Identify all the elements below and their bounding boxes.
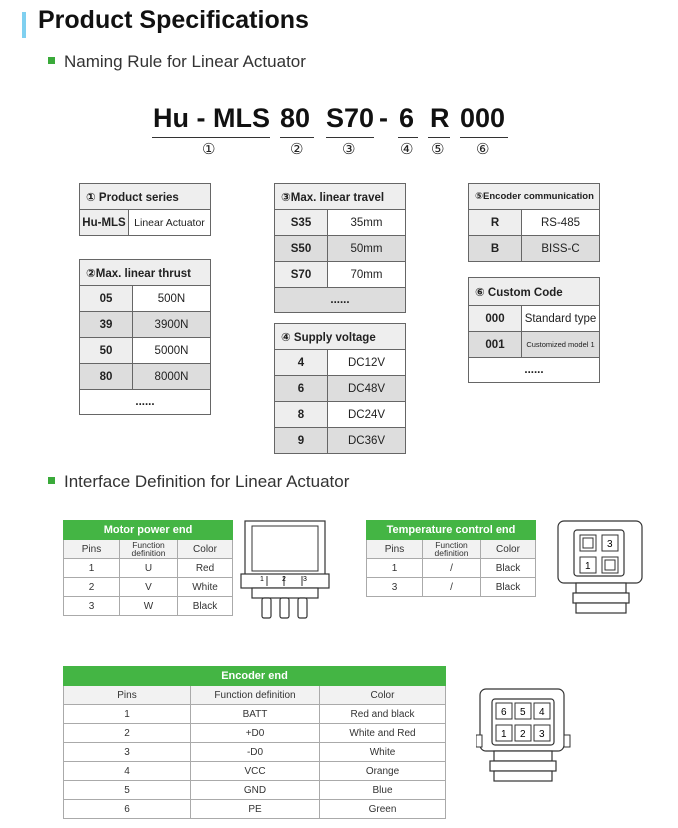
marker-4: ④ [400, 141, 414, 158]
thrust-value: 5000N [133, 338, 211, 364]
travel-more: ...... [275, 288, 406, 313]
max-thrust-table [79, 259, 211, 415]
custom-code-key: 001 [469, 332, 522, 358]
motor-pin-label: 2 [282, 576, 286, 583]
motor-function: U [120, 559, 178, 578]
motor-function: V [120, 578, 178, 597]
temp-pin: 3 [367, 578, 423, 597]
travel-key: S35 [275, 210, 328, 236]
encoder-pin: 1 [64, 705, 191, 724]
marker-5: ⑤ [431, 141, 445, 158]
model-code-part-thrust: 80 [280, 103, 311, 133]
max-travel-header: ③Max. linear travel [275, 184, 406, 210]
encoder-color: Orange [320, 762, 446, 781]
encoder-comm-table [468, 183, 600, 262]
motor-color: Red [178, 559, 233, 578]
motor-pin-label: 1 [260, 576, 264, 583]
temp-pin-label: 1 [585, 561, 591, 572]
encoder-pin-label: 5 [520, 707, 526, 718]
temp-col-color: Color [481, 540, 536, 559]
encoder-function: PE [191, 800, 320, 819]
travel-value: 50mm [328, 236, 406, 262]
bullet-square-icon [48, 477, 55, 484]
encoder-pin: 2 [64, 724, 191, 743]
interface-section-label: Interface Definition for Linear Actuator [64, 472, 350, 491]
motor-connector-icon [240, 518, 330, 620]
naming-section-label: Naming Rule for Linear Actuator [64, 52, 306, 71]
encoder-col-function: Function definition [191, 686, 320, 705]
temp-function: / [423, 578, 481, 597]
encoder-pin-label: 2 [520, 729, 526, 740]
travel-value: 35mm [328, 210, 406, 236]
product-series-key: Hu-MLS [80, 210, 129, 236]
underline-6 [460, 137, 508, 138]
travel-key: S50 [275, 236, 328, 262]
encoder-color: Red and black [320, 705, 446, 724]
encoder-color: White [320, 743, 446, 762]
motor-power-table [63, 520, 233, 616]
encoder-col-color: Color [320, 686, 446, 705]
supply-voltage-header: ④ Supply voltage [275, 324, 406, 350]
encoder-color: Blue [320, 781, 446, 800]
encoder-pin-label: 1 [501, 729, 507, 740]
encoder-color: White and Red [320, 724, 446, 743]
encoder-comm-value: RS-485 [522, 210, 600, 236]
title-accent-bar [22, 12, 26, 38]
underline-3 [326, 137, 374, 138]
custom-code-key: 000 [469, 306, 522, 332]
custom-code-header: ⑥ Custom Code [469, 278, 600, 306]
max-thrust-header: ②Max. linear thrust [80, 260, 211, 286]
encoder-table [63, 666, 446, 819]
thrust-key: 39 [80, 312, 133, 338]
voltage-value: DC36V [328, 428, 406, 454]
encoder-comm-key: B [469, 236, 522, 262]
underline-4 [398, 137, 418, 138]
encoder-function: BATT [191, 705, 320, 724]
marker-1: ① [202, 141, 216, 158]
encoder-pin: 5 [64, 781, 191, 800]
encoder-comm-key: R [469, 210, 522, 236]
motor-col-color: Color [178, 540, 233, 559]
custom-code-table [468, 277, 600, 383]
encoder-function: -D0 [191, 743, 320, 762]
thrust-key: 50 [80, 338, 133, 364]
product-series-table [79, 183, 211, 236]
voltage-value: DC12V [328, 350, 406, 376]
encoder-function: GND [191, 781, 320, 800]
temp-pin: 1 [367, 559, 423, 578]
motor-pin: 3 [64, 597, 120, 616]
temperature-connector-icon [556, 518, 646, 618]
encoder-pin-label: 3 [539, 729, 545, 740]
motor-power-title: Motor power end [64, 521, 233, 540]
product-series-value: Linear Actuator [129, 210, 211, 236]
travel-key: S70 [275, 262, 328, 288]
voltage-key: 6 [275, 376, 328, 402]
motor-function: W [120, 597, 178, 616]
thrust-value: 8000N [133, 364, 211, 390]
naming-section-heading [48, 52, 306, 72]
voltage-value: DC48V [328, 376, 406, 402]
travel-value: 70mm [328, 262, 406, 288]
bullet-square-icon [48, 57, 55, 64]
motor-pin: 1 [64, 559, 120, 578]
motor-color: White [178, 578, 233, 597]
thrust-value: 500N [133, 286, 211, 312]
encoder-pin-label: 4 [539, 707, 545, 718]
voltage-key: 4 [275, 350, 328, 376]
encoder-function: +D0 [191, 724, 320, 743]
underline-5 [428, 137, 450, 138]
marker-3: ③ [342, 141, 356, 158]
model-code-part-voltage: 6 [399, 103, 415, 133]
underline-1 [152, 137, 270, 138]
temperature-table [366, 520, 536, 597]
marker-2: ② [290, 141, 304, 158]
encoder-pin: 6 [64, 800, 191, 819]
model-code-dash: - [379, 103, 388, 133]
encoder-col-pins: Pins [64, 686, 191, 705]
temp-color: Black [481, 578, 536, 597]
voltage-value: DC24V [328, 402, 406, 428]
model-code-part-travel: S70 [326, 103, 375, 133]
encoder-color: Green [320, 800, 446, 819]
custom-code-more: ...... [469, 358, 600, 383]
motor-color: Black [178, 597, 233, 616]
encoder-pin-label: 6 [501, 707, 507, 718]
custom-code-value: Standard type [522, 306, 600, 332]
max-travel-table [274, 183, 406, 313]
motor-pin: 2 [64, 578, 120, 597]
model-code-part-series: Hu - MLS [153, 103, 270, 133]
temp-col-function: Function definition [423, 540, 481, 559]
encoder-pin: 3 [64, 743, 191, 762]
encoder-function: VCC [191, 762, 320, 781]
encoder-connector-icon [476, 687, 572, 787]
model-code-part-encoder: R [430, 103, 450, 133]
product-series-header: ① Product series [80, 184, 211, 210]
temperature-title: Temperature control end [367, 521, 536, 540]
temp-color: Black [481, 559, 536, 578]
thrust-value: 3900N [133, 312, 211, 338]
temp-function: / [423, 559, 481, 578]
encoder-comm-value: BISS-C [522, 236, 600, 262]
encoder-title: Encoder end [64, 667, 446, 686]
motor-col-function: Function definition [120, 540, 178, 559]
voltage-key: 9 [275, 428, 328, 454]
temp-col-pins: Pins [367, 540, 423, 559]
encoder-pin: 4 [64, 762, 191, 781]
motor-pin-label: 3 [303, 576, 307, 583]
motor-col-pins: Pins [64, 540, 120, 559]
thrust-more: ...... [80, 390, 211, 415]
thrust-key: 80 [80, 364, 133, 390]
temp-pin-label: 3 [607, 539, 613, 550]
interface-section-heading [48, 472, 349, 492]
underline-2 [280, 137, 314, 138]
encoder-comm-header: ⑤Encoder communication [469, 184, 600, 210]
voltage-key: 8 [275, 402, 328, 428]
supply-voltage-table [274, 323, 406, 454]
custom-code-value: Customized model 1 [522, 332, 600, 358]
page-title: Product Specifications [38, 6, 309, 34]
marker-6: ⑥ [476, 141, 490, 158]
model-code-part-custom: 000 [460, 103, 506, 133]
thrust-key: 05 [80, 286, 133, 312]
